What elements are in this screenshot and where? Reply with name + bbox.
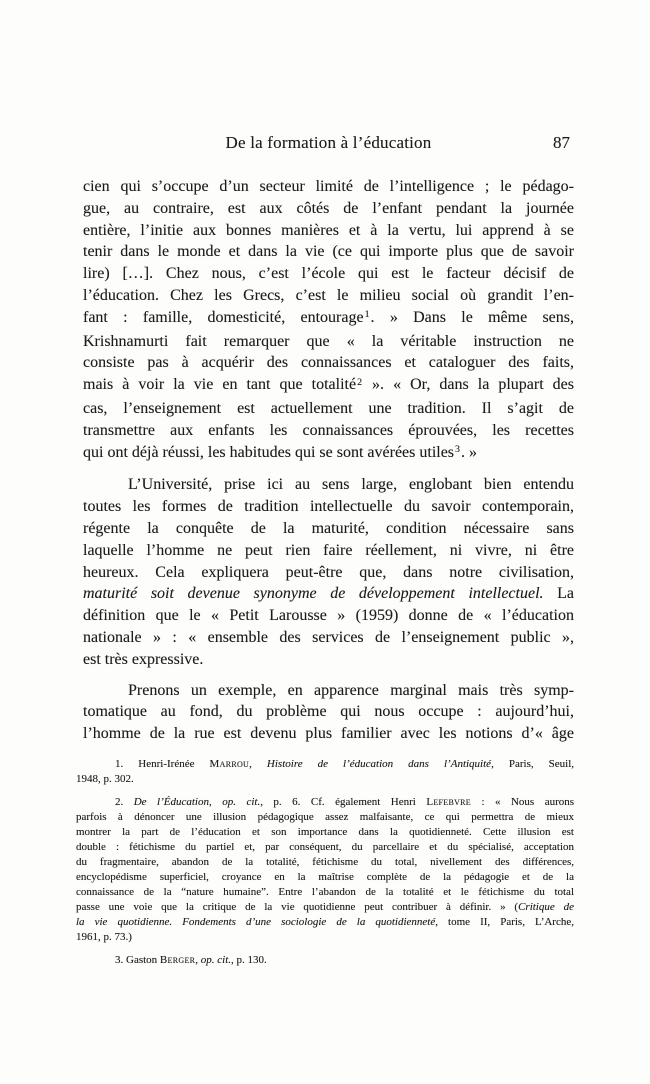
- text-run: Critique de: [518, 901, 574, 913]
- text-run: gue, au contraire, est aux côtés de l’enfant pendant la journée: [83, 199, 574, 217]
- footnote: [76, 953, 574, 968]
- text-run: toutes les formes de tradition intellectuelle du savoir contemporain,: [83, 498, 574, 516]
- text-line: [83, 285, 574, 307]
- text-line: [83, 474, 574, 496]
- text-line: [83, 198, 574, 220]
- text-run: parfois à dénoncer une illusion pédagogique assez malfaisante, ce qui permettra de mieux: [76, 811, 574, 823]
- text-run: ,: [208, 796, 223, 808]
- text-run: Krishnamurti fait remarquer que « la véritable instruction ne: [83, 332, 574, 350]
- body-text: [83, 176, 574, 745]
- text-line: [83, 680, 574, 702]
- text-line: [83, 583, 574, 605]
- text-run: heureux. Cela expliquera peut-être que, dans notre civilisation,: [83, 563, 574, 581]
- footnote: [76, 757, 574, 787]
- text-run: La: [543, 585, 574, 603]
- text-run: la vie quotidienne. Fondements d’une sociologie de la quotidienneté: [76, 916, 436, 928]
- text-run: ». « Or, dans la plupart des: [363, 376, 574, 394]
- text-run: , Paris, Seuil,: [491, 758, 575, 770]
- text-run: lire) […]. Chez nous, c’est l’école qui est le facteur décisif de: [83, 265, 574, 283]
- text-run: op. cit.: [222, 796, 261, 808]
- footnote-ref: 2: [357, 376, 363, 388]
- text-run: passe une voie que la critique de la vie quotidienne peut contribuer à définir. » (: [76, 901, 519, 913]
- text-run: tomatique au fond, du problème qui nous occupe : aujourd’hui,: [83, 703, 574, 721]
- text-line: [76, 810, 574, 825]
- footnotes: [76, 757, 574, 968]
- text-run: ,: [249, 758, 267, 770]
- text-run: , tome II, Paris, L’Arche,: [435, 916, 574, 928]
- text-run: double : fétichisme du partiel et, par conséquent, du parcellaire et du spécialisé, acceptation: [76, 841, 574, 853]
- text-line: [76, 953, 574, 968]
- footnote-ref: 1: [364, 309, 370, 321]
- text-line: [83, 518, 574, 540]
- text-run: montrer la part de l’éducation et son importance dans la quotidienneté. Cette illusion est: [76, 826, 574, 838]
- text-run: De l’Éducation: [133, 796, 209, 808]
- text-line: [83, 241, 574, 263]
- text-line: [83, 723, 574, 745]
- text-line: [76, 772, 574, 787]
- text-line: [83, 176, 574, 198]
- text-run: cien qui s’occupe d’un secteur limité de l’intelligence ; le pédago-: [83, 178, 574, 195]
- text-run: laquelle l’homme ne peut rien faire réellement, ni vivre, ni être: [83, 541, 574, 559]
- text-run: op. cit.: [200, 954, 232, 966]
- text-line: [83, 374, 574, 398]
- text-run: cas, l’enseignement est actuellement une tradition. Il s’agit de: [83, 399, 574, 417]
- text-run: connaissance de la “nature humaine”. Entre l’abandon de la totalité et le fétichisme du total: [76, 886, 574, 898]
- text-run: l’homme de la rue est devenu plus familier avec les notions d’« âge: [83, 725, 574, 743]
- page-number: 87: [553, 133, 570, 152]
- text-line: [76, 930, 574, 945]
- text-line: [83, 605, 574, 627]
- text-run: . » Dans le même sens,: [370, 308, 575, 326]
- text-run: . »: [460, 443, 477, 461]
- text-run: Berger: [159, 954, 196, 966]
- text-run: tenir dans le monde et dans la vie (ce qui importe plus que de savoir: [83, 243, 574, 261]
- text-run: encyclopédisme superficiel, croyance en la maîtrise complète de la pédagogie et de la: [76, 871, 574, 883]
- text-line: [83, 263, 574, 285]
- text-line: [76, 825, 574, 840]
- text-line: [76, 885, 574, 900]
- footnote: [76, 795, 574, 945]
- paragraph: [83, 680, 574, 745]
- text-line: [76, 900, 574, 915]
- page-title: De la formation à l’éducation: [225, 133, 432, 152]
- text-run: fant : famille, domesticité, entourage: [83, 308, 364, 326]
- text-line: [83, 649, 574, 671]
- text-run: définition que le « Petit Larousse » (1959) donne de « l’éducation: [83, 607, 574, 625]
- text-line: [83, 398, 574, 420]
- text-run: Marrou: [209, 758, 250, 770]
- text-run: l’éducation. Chez les Grecs, c’est le milieu social où grandit l’en-: [83, 286, 574, 304]
- text-line: [83, 220, 574, 242]
- text-run: entière, l’initie aux bonnes manières et à la vertu, lui apprend à se: [83, 221, 574, 239]
- text-run: Lefebvre: [426, 796, 471, 808]
- text-run: est très expressive.: [83, 650, 204, 668]
- text-run: du fragmentaire, abandon de la totalité, fétichisme du total, nivellement des différences,: [76, 856, 574, 868]
- paragraph: [83, 176, 574, 465]
- running-header: [83, 133, 574, 155]
- paragraph: [83, 474, 574, 670]
- text-run: , p. 6. Cf. également Henri: [260, 796, 427, 808]
- text-run: qui ont déjà réussi, les habitudes qui se sont avérées utiles: [83, 443, 455, 461]
- text-line: [76, 840, 574, 855]
- text-run: L’Université, prise ici au sens large, englobant bien entendu: [128, 476, 574, 494]
- text-line: [83, 496, 574, 518]
- text-run: Prenons un exemple, en apparence marginal mais très symp-: [128, 681, 574, 699]
- text-run: régente la conquête de la maturité, condition nécessaire sans: [83, 519, 574, 537]
- text-run: maturité soit devenue synonyme de développement intellectuel.: [83, 585, 544, 603]
- text-line: [76, 915, 574, 930]
- text-run: Histoire de l’éducation dans l’Antiquité: [266, 758, 492, 770]
- text-run: ,: [195, 954, 201, 966]
- text-run: transmettre aux enfants les connaissances éprouvées, les recettes: [83, 421, 574, 439]
- text-line: [83, 627, 574, 649]
- text-line: [76, 855, 574, 870]
- text-line: [83, 420, 574, 442]
- text-run: 1. Henri-Irénée: [115, 758, 210, 770]
- text-line: [83, 331, 574, 353]
- text-run: 1961, p. 73.): [76, 931, 132, 943]
- text-line: [83, 540, 574, 562]
- text-run: 3. Gaston: [115, 954, 160, 966]
- text-line: [83, 562, 574, 584]
- text-run: , p. 130.: [231, 954, 267, 966]
- text-line: [83, 701, 574, 723]
- text-line: [83, 352, 574, 374]
- text-run: consiste pas à acquérir des connaissances et cataloguer des faits,: [83, 354, 574, 372]
- text-line: [76, 795, 574, 810]
- text-line: [83, 307, 574, 331]
- text-run: 1948, p. 302.: [76, 773, 134, 785]
- text-run: nationale » : « ensemble des services de l’enseignement public »,: [83, 628, 574, 646]
- text-run: mais à voir la vie en tant que totalité: [83, 376, 357, 394]
- text-line: [83, 442, 574, 466]
- text-run: : « Nous aurons: [471, 796, 575, 808]
- footnote-ref: 3: [455, 444, 460, 456]
- text-line: [76, 757, 574, 772]
- text-line: [76, 870, 574, 885]
- text-run: 2.: [115, 796, 134, 808]
